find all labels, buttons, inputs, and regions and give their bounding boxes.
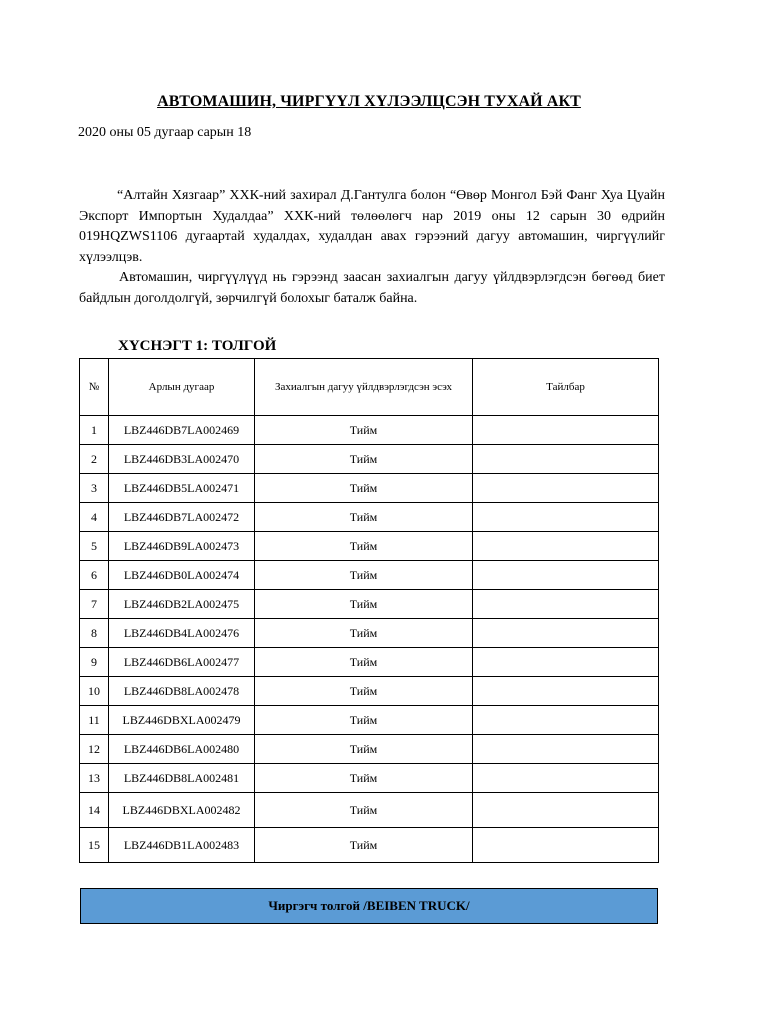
table-row bbox=[80, 764, 659, 793]
row-number: 11 bbox=[80, 706, 109, 735]
header-notes: Тайлбар bbox=[473, 359, 659, 416]
row-note bbox=[473, 677, 659, 706]
row-number: 5 bbox=[80, 532, 109, 561]
row-number: 15 bbox=[80, 828, 109, 863]
row-note bbox=[473, 793, 659, 828]
section-bar: Чиргэгч толгой /BEIBEN TRUCK/ bbox=[80, 888, 658, 924]
table-row bbox=[80, 648, 659, 677]
row-note bbox=[473, 416, 659, 445]
row-produced: Тийм bbox=[255, 561, 473, 590]
document-date: 2020 оны 05 дугаар сарын 18 bbox=[78, 125, 252, 140]
row-vin: LBZ446DB7LA002472 bbox=[109, 503, 255, 532]
row-vin: LBZ446DB4LA002476 bbox=[109, 619, 255, 648]
row-number: 9 bbox=[80, 648, 109, 677]
table-row bbox=[80, 445, 659, 474]
row-produced: Тийм bbox=[255, 416, 473, 445]
row-number: 8 bbox=[80, 619, 109, 648]
row-produced: Тийм bbox=[255, 677, 473, 706]
row-vin: LBZ446DB8LA002478 bbox=[109, 677, 255, 706]
table-row bbox=[80, 706, 659, 735]
row-note bbox=[473, 735, 659, 764]
row-produced: Тийм bbox=[255, 532, 473, 561]
row-note bbox=[473, 474, 659, 503]
table-row bbox=[80, 503, 659, 532]
row-note bbox=[473, 828, 659, 863]
header-vin: Арлын дугаар bbox=[109, 359, 255, 416]
row-vin: LBZ446DB2LA002475 bbox=[109, 590, 255, 619]
row-number: 1 bbox=[80, 416, 109, 445]
row-vin: LBZ446DB3LA002470 bbox=[109, 445, 255, 474]
row-vin: LBZ446DB6LA002477 bbox=[109, 648, 255, 677]
table-row bbox=[80, 416, 659, 445]
row-note bbox=[473, 764, 659, 793]
row-produced: Тийм bbox=[255, 706, 473, 735]
header-produced-per-order: Захиалгын дагуу үйлдвэрлэгдсэн эсэх bbox=[255, 359, 473, 416]
row-produced: Тийм bbox=[255, 735, 473, 764]
row-note bbox=[473, 619, 659, 648]
row-number: 14 bbox=[80, 793, 109, 828]
row-vin: LBZ446DB0LA002474 bbox=[109, 561, 255, 590]
row-note bbox=[473, 706, 659, 735]
row-vin: LBZ446DB7LA002469 bbox=[109, 416, 255, 445]
row-note bbox=[473, 445, 659, 474]
row-note bbox=[473, 561, 659, 590]
table-row bbox=[80, 619, 659, 648]
row-vin: LBZ446DB5LA002471 bbox=[109, 474, 255, 503]
row-produced: Тийм bbox=[255, 619, 473, 648]
row-note bbox=[473, 648, 659, 677]
row-vin: LBZ446DB1LA002483 bbox=[109, 828, 255, 863]
table-row bbox=[80, 735, 659, 764]
table-row bbox=[80, 561, 659, 590]
table-row bbox=[80, 474, 659, 503]
row-vin: LBZ446DB8LA002481 bbox=[109, 764, 255, 793]
row-produced: Тийм bbox=[255, 590, 473, 619]
row-note bbox=[473, 503, 659, 532]
vehicle-table bbox=[79, 358, 659, 863]
row-note bbox=[473, 532, 659, 561]
row-produced: Тийм bbox=[255, 503, 473, 532]
row-number: 3 bbox=[80, 474, 109, 503]
row-vin: LBZ446DBXLA002479 bbox=[109, 706, 255, 735]
document-title: АВТОМАШИН, ЧИРГҮҮЛ ХҮЛЭЭЛЦСЭН ТУХАЙ АКТ bbox=[157, 93, 581, 110]
row-vin: LBZ446DBXLA002482 bbox=[109, 793, 255, 828]
row-produced: Тийм bbox=[255, 474, 473, 503]
row-number: 6 bbox=[80, 561, 109, 590]
row-note bbox=[473, 590, 659, 619]
row-vin: LBZ446DB6LA002480 bbox=[109, 735, 255, 764]
table-row bbox=[80, 677, 659, 706]
table-title: ХҮСНЭГТ 1: ТОЛГОЙ bbox=[118, 338, 277, 354]
table-row bbox=[80, 590, 659, 619]
row-number: 7 bbox=[80, 590, 109, 619]
table-row bbox=[80, 828, 659, 863]
row-number: 12 bbox=[80, 735, 109, 764]
table-row bbox=[80, 793, 659, 828]
paragraph-intro: “Алтайн Хязгаар” ХХК-ний захирал Д.Гантулга болон “Өвөр Монгол Бэй Фанг Хуа Цуайн Экспорт Импортын Худалдаа” ХХК-ний төлөөлөгч нар 2019 оны 12 сарын 30 өдрийн 019HQZWS1106 дугаартай худалдах, худалдан авах гэрээний дагуу автомашин, чиргүүлийг хүлээлцэв. bbox=[79, 188, 665, 265]
header-number: № bbox=[80, 359, 109, 416]
row-number: 13 bbox=[80, 764, 109, 793]
row-produced: Тийм bbox=[255, 445, 473, 474]
table-row bbox=[80, 532, 659, 561]
row-vin: LBZ446DB9LA002473 bbox=[109, 532, 255, 561]
table-body bbox=[80, 416, 659, 863]
row-produced: Тийм bbox=[255, 764, 473, 793]
row-number: 4 bbox=[80, 503, 109, 532]
paragraph-confirmation: Автомашин, чиргүүлүүд нь гэрээнд заасан захиалгын дагуу үйлдвэрлэгдсэн бөгөөд биет байдлын доголдолгүй, зөрчилгүй болохыг баталж байна. bbox=[79, 270, 665, 306]
row-number: 10 bbox=[80, 677, 109, 706]
row-produced: Тийм bbox=[255, 828, 473, 863]
table-header-row bbox=[80, 359, 659, 416]
row-produced: Тийм bbox=[255, 793, 473, 828]
row-produced: Тийм bbox=[255, 648, 473, 677]
row-number: 2 bbox=[80, 445, 109, 474]
